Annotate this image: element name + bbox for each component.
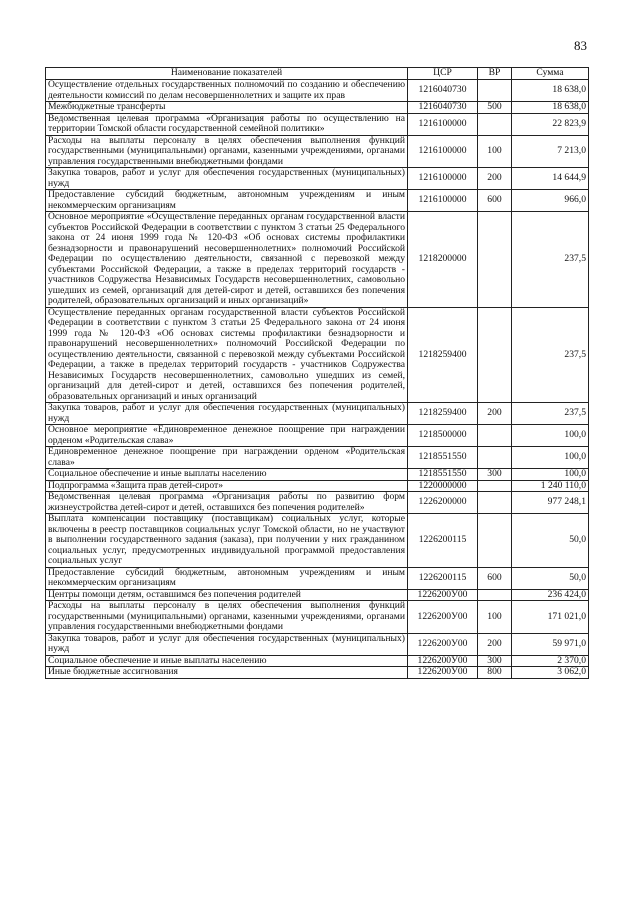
table-row xyxy=(46,469,589,481)
cell-vr xyxy=(478,480,512,492)
cell-sum: 2 370,0 xyxy=(512,655,589,667)
cell-vr xyxy=(478,514,512,568)
cell-name: Центры помощи детям, оставшимся без попечения родителей xyxy=(46,589,408,601)
cell-csr: 1220000000 xyxy=(408,480,478,492)
cell-name: Осуществление отдельных государственных полномочий по созданию и обеспечению деятельности комиссий по делам несовершеннолетних и защите их прав xyxy=(46,80,408,102)
page-number: 83 xyxy=(574,38,587,53)
cell-sum: 7 213,0 xyxy=(512,135,589,168)
cell-vr: 100 xyxy=(478,135,512,168)
cell-name: Межбюджетные трансферты xyxy=(46,102,408,114)
cell-name: Расходы на выплаты персоналу в целях обеспечения выполнения функций государственными (муниципальными) органами, казенными учреждениями, органами управления государственными внебюджетными фондами xyxy=(46,601,408,634)
cell-csr: 1216100000 xyxy=(408,190,478,212)
table-row xyxy=(46,425,589,447)
table-row xyxy=(46,190,589,212)
cell-csr: 1226200115 xyxy=(408,514,478,568)
cell-vr xyxy=(478,80,512,102)
cell-csr: 1218551550 xyxy=(408,469,478,481)
cell-name: Закупка товаров, работ и услуг для обеспечения государственных (муниципальных) нужд xyxy=(46,403,408,425)
cell-name: Основное мероприятие «Осуществление переданных органам государственной власти субъектов Российской Федерации в соответствии с пунктом 3 статьи 25 Федерального закона от 24 июня 1999 года № 120-ФЗ «Об основах системы профилактики безнадзорности и правонарушений несовершеннолетних» полномочий Российской Федерации по осуществлению деятельности, связанной с перевозкой между субъектами Российской Федерации, а также в пределах территорий государств - участников Содружества Независимых Государств несовершеннолетних, самовольно ушедших из семей, организаций для детей-сирот и детей, оставшихся без попечения родителей, образовательных организаций и иных организаций» xyxy=(46,212,408,308)
cell-name: Осуществление переданных органам государственной власти субъектов Российской Федерации в соответствии с пунктом 3 статьи 25 Федерального закона от 24 июня 1999 года № 120-ФЗ «Об основах системы профилактики безнадзорности и правонарушений несовершеннолетних» полномочий Российской Федерации по осуществлению деятельности, связанной с перевозкой между субъектами Российской Федерации, а также в пределах территорий государств - участников Содружества Независимых Государств несовершеннолетних, самовольно ушедших из семей, организаций для детей-сирот и детей, оставшихся без попечения родителей, образовательных организаций и иных организаций xyxy=(46,307,408,403)
cell-vr: 200 xyxy=(478,633,512,655)
cell-sum: 236 424,0 xyxy=(512,589,589,601)
cell-vr: 600 xyxy=(478,567,512,589)
cell-name: Ведомственная целевая программа «Организация работы по развитию форм жизнеустройства детей-сирот и детей, оставшихся без попечения родителей» xyxy=(46,492,408,514)
cell-name: Социальное обеспечение и иные выплаты населению xyxy=(46,469,408,481)
cell-sum: 50,0 xyxy=(512,567,589,589)
cell-name: Закупка товаров, работ и услуг для обеспечения государственных (муниципальных) нужд xyxy=(46,633,408,655)
cell-vr xyxy=(478,425,512,447)
table-row xyxy=(46,514,589,568)
table-row xyxy=(46,492,589,514)
header-sum: Сумма xyxy=(512,68,589,80)
cell-sum: 3 062,0 xyxy=(512,667,589,679)
cell-name: Основное мероприятие «Единовременное денежное поощрение при награждении орденом «Родительская слава» xyxy=(46,425,408,447)
cell-sum: 977 248,1 xyxy=(512,492,589,514)
cell-sum: 14 644,9 xyxy=(512,168,589,190)
cell-name: Выплата компенсации поставщику (поставщикам) социальных услуг, которые включены в реестр поставщиков социальных услуг Томской области, но не участвуют в выполнении государственного задания (заказа), при получении у них гражданином социальных услуг, предусмотренных индивидуальной программой предоставления социальных услуг xyxy=(46,514,408,568)
cell-name: Иные бюджетные ассигнования xyxy=(46,667,408,679)
table-row xyxy=(46,601,589,634)
cell-csr: 1218259400 xyxy=(408,403,478,425)
table-row xyxy=(46,633,589,655)
cell-sum: 100,0 xyxy=(512,469,589,481)
cell-csr: 1226200У00 xyxy=(408,667,478,679)
table-row xyxy=(46,135,589,168)
table-row xyxy=(46,307,589,403)
cell-csr: 1218551550 xyxy=(408,447,478,469)
cell-vr xyxy=(478,589,512,601)
cell-sum: 237,5 xyxy=(512,212,589,308)
cell-csr: 1218200000 xyxy=(408,212,478,308)
cell-name: Предоставление субсидий бюджетным, автономным учреждениям и иным некоммерческим организациям xyxy=(46,190,408,212)
cell-sum: 18 638,0 xyxy=(512,80,589,102)
cell-name: Закупка товаров, работ и услуг для обеспечения государственных (муниципальных) нужд xyxy=(46,168,408,190)
cell-sum: 22 823,9 xyxy=(512,113,589,135)
cell-sum: 100,0 xyxy=(512,425,589,447)
cell-vr: 100 xyxy=(478,601,512,634)
cell-csr: 1216100000 xyxy=(408,168,478,190)
cell-name: Подпрограмма «Защита прав детей-сирот» xyxy=(46,480,408,492)
cell-sum: 18 638,0 xyxy=(512,102,589,114)
header-vr: ВР xyxy=(478,68,512,80)
cell-vr xyxy=(478,212,512,308)
cell-csr: 1226200115 xyxy=(408,567,478,589)
cell-vr: 300 xyxy=(478,469,512,481)
header-name: Наименование показателей xyxy=(46,68,408,80)
budget-table xyxy=(45,67,589,679)
cell-vr: 800 xyxy=(478,667,512,679)
cell-vr xyxy=(478,113,512,135)
cell-sum: 1 240 110,0 xyxy=(512,480,589,492)
cell-vr: 600 xyxy=(478,190,512,212)
table-row xyxy=(46,567,589,589)
cell-name: Предоставление субсидий бюджетным, автономным учреждениям и иным некоммерческим организациям xyxy=(46,567,408,589)
cell-name: Социальное обеспечение и иные выплаты населению xyxy=(46,655,408,667)
cell-csr: 1216100000 xyxy=(408,135,478,168)
table-row xyxy=(46,589,589,601)
cell-csr: 1218259400 xyxy=(408,307,478,403)
cell-csr: 1216040730 xyxy=(408,102,478,114)
cell-vr: 200 xyxy=(478,403,512,425)
cell-vr xyxy=(478,447,512,469)
cell-name: Ведомственная целевая программа «Организация работы по осуществлению на территории Томской области государственной семейной политики» xyxy=(46,113,408,135)
table-row xyxy=(46,667,589,679)
cell-sum: 100,0 xyxy=(512,447,589,469)
cell-vr: 500 xyxy=(478,102,512,114)
cell-csr: 1226200У00 xyxy=(408,601,478,634)
cell-vr xyxy=(478,307,512,403)
table-row xyxy=(46,212,589,308)
cell-sum: 237,5 xyxy=(512,403,589,425)
cell-sum: 237,5 xyxy=(512,307,589,403)
table-row xyxy=(46,113,589,135)
table-row xyxy=(46,480,589,492)
table-row xyxy=(46,655,589,667)
cell-csr: 1216100000 xyxy=(408,113,478,135)
cell-name: Единовременное денежное поощрение при награждении орденом «Родительская слава» xyxy=(46,447,408,469)
cell-csr: 1226200000 xyxy=(408,492,478,514)
cell-sum: 171 021,0 xyxy=(512,601,589,634)
table-body xyxy=(46,80,589,679)
cell-sum: 59 971,0 xyxy=(512,633,589,655)
cell-vr xyxy=(478,492,512,514)
table-row xyxy=(46,168,589,190)
cell-csr: 1226200У00 xyxy=(408,589,478,601)
cell-sum: 50,0 xyxy=(512,514,589,568)
cell-name: Расходы на выплаты персоналу в целях обеспечения выполнения функций государственными (муниципальными) органами, казенными учреждениями, органами управления государственными внебюджетными фондами xyxy=(46,135,408,168)
cell-csr: 1226200У00 xyxy=(408,655,478,667)
table-row xyxy=(46,447,589,469)
table-row xyxy=(46,403,589,425)
table-header-row xyxy=(46,68,589,80)
cell-csr: 1226200У00 xyxy=(408,633,478,655)
table-row xyxy=(46,102,589,114)
cell-csr: 1216040730 xyxy=(408,80,478,102)
table-row xyxy=(46,80,589,102)
cell-vr: 300 xyxy=(478,655,512,667)
header-csr: ЦСР xyxy=(408,68,478,80)
cell-sum: 966,0 xyxy=(512,190,589,212)
cell-csr: 1218500000 xyxy=(408,425,478,447)
cell-vr: 200 xyxy=(478,168,512,190)
